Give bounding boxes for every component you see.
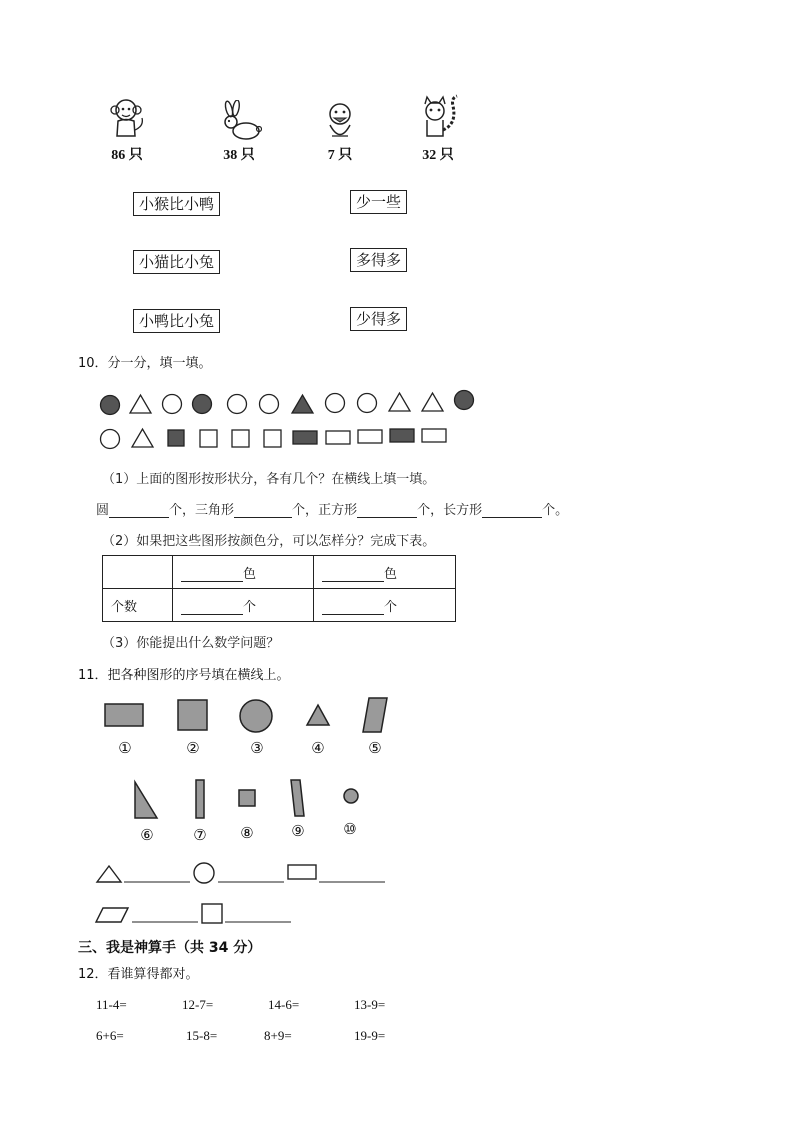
triangle-shape — [389, 393, 410, 411]
shape-number: ⑤ — [368, 741, 382, 757]
shape-number: ⑨ — [291, 824, 305, 840]
rect-label: 长方形 — [443, 503, 483, 518]
calc-item: 11-4= — [96, 997, 127, 1012]
dark-rectangle-shape — [293, 431, 317, 444]
answer-blank[interactable] — [181, 602, 243, 615]
shape-number: ⑥ — [140, 828, 154, 844]
q12-title: 12．看谁算得都对。 — [78, 967, 199, 982]
table-cell — [314, 589, 456, 622]
shape-number: ④ — [311, 741, 325, 757]
unit-text: 个， — [169, 503, 196, 518]
shape-4-triangle — [307, 705, 329, 725]
shape-number: ③ — [250, 741, 264, 757]
shape-9-parallelogram — [291, 780, 304, 816]
dark-rectangle-shape — [390, 429, 414, 442]
animal-duck — [305, 100, 375, 164]
table-cell — [173, 556, 314, 589]
answer-blank[interactable] — [234, 505, 292, 518]
unit-text: 个， — [292, 503, 319, 518]
shape-number: ② — [186, 741, 200, 757]
row-label: 个数 — [103, 589, 173, 622]
circle-shape — [358, 394, 377, 413]
section-3-title: 三、我是神算手（共 34 分） — [78, 940, 262, 956]
square-shape — [232, 430, 249, 447]
triangle-label: 三角形 — [195, 503, 235, 518]
circle-shape — [326, 394, 345, 413]
table-cell — [173, 589, 314, 622]
calc-item: 15-8= — [186, 1028, 218, 1043]
compare-right-box[interactable]: 少得多 — [350, 307, 407, 331]
q10-sub2: （2）如果把这些图形按颜色分，可以怎样分？完成下表。 — [102, 534, 436, 549]
shape-7-rectangle — [196, 780, 204, 818]
shape-number: ⑦ — [193, 828, 207, 844]
monkey-icon — [104, 96, 150, 142]
shape-3-circle — [240, 700, 272, 732]
triangle-shape — [422, 393, 443, 411]
unit-text: 个， — [417, 503, 444, 518]
rectangle-shape — [326, 431, 350, 444]
dark-circle-shape — [101, 396, 120, 415]
calc-item: 12-7= — [182, 997, 214, 1012]
answer-blank[interactable] — [322, 602, 384, 615]
animal-count: 86 只 — [111, 148, 143, 163]
shape-1-rectangle — [105, 704, 143, 726]
calc-item: 8+9= — [264, 1028, 292, 1043]
color-table — [102, 555, 456, 622]
shape-number: ① — [118, 741, 132, 757]
circle-shape — [101, 430, 120, 449]
circle-shape — [228, 395, 247, 414]
shape-number: ⑩ — [343, 822, 357, 838]
parallelogram-icon — [96, 908, 128, 922]
dark-circle-shape — [193, 395, 212, 414]
shape-6-triangle — [135, 782, 157, 818]
animal-rabbit — [204, 100, 274, 164]
answer-blank[interactable] — [357, 505, 417, 518]
q11-title: 11．把各种图形的序号填在横线上。 — [78, 668, 290, 683]
animal-count: 7 只 — [327, 148, 353, 163]
animal-cat — [403, 94, 473, 164]
rectangle-shape — [358, 430, 382, 443]
circle-shape — [163, 395, 182, 414]
compare-left-box[interactable]: 小鸭比小兔 — [133, 309, 220, 333]
compare-right-box[interactable]: 多得多 — [350, 248, 407, 272]
table-row — [103, 589, 456, 622]
circle-icon — [194, 863, 214, 883]
dark-triangle-shape — [292, 395, 313, 413]
q10-title: 10．分一分，填一填。 — [78, 356, 212, 371]
answer-blank[interactable] — [109, 505, 169, 518]
compare-left-box[interactable]: 小猫比小兔 — [133, 250, 220, 274]
triangle-shape — [130, 395, 151, 413]
count-suffix: 个 — [243, 599, 257, 615]
shape-5-parallelogram — [363, 698, 387, 732]
q10-sub3: （3）你能提出什么数学问题？ — [102, 636, 280, 651]
square-shape — [264, 430, 281, 447]
square-label: 正方形 — [318, 503, 358, 518]
cat-icon — [413, 94, 463, 142]
dark-circle-shape — [455, 391, 474, 410]
triangle-icon — [97, 866, 121, 882]
dark-square-shape — [168, 430, 184, 446]
answer-blank[interactable] — [322, 569, 384, 582]
shape-2-square — [178, 700, 207, 730]
square-shape — [200, 430, 217, 447]
table-row — [103, 556, 456, 589]
square-icon — [202, 904, 222, 923]
answer-blank[interactable] — [482, 505, 542, 518]
compare-right-box[interactable]: 少一些 — [350, 190, 407, 214]
shape-8-square — [239, 790, 255, 806]
circle-shape — [260, 395, 279, 414]
color-suffix: 色 — [243, 566, 257, 582]
count-suffix: 个 — [384, 599, 398, 615]
duck-icon — [320, 100, 360, 142]
circle-label: 圆 — [96, 503, 110, 518]
color-suffix: 色 — [384, 566, 398, 582]
calc-item: 19-9= — [354, 1028, 386, 1043]
rectangle-icon — [288, 865, 316, 879]
q10-fill-line — [96, 499, 568, 518]
calc-item: 14-6= — [268, 997, 300, 1012]
compare-left-box[interactable]: 小猴比小鸭 — [133, 192, 220, 216]
q10-shapes — [92, 386, 492, 456]
shape-number: ⑧ — [240, 826, 254, 842]
triangle-shape — [132, 429, 153, 447]
rectangle-shape — [422, 429, 446, 442]
q10-sub1: （1）上面的图形按形状分，各有几个？在横线上填一填。 — [102, 472, 436, 487]
calc-item: 13-9= — [354, 997, 386, 1012]
animal-monkey — [92, 96, 162, 164]
answer-blank[interactable] — [181, 569, 243, 582]
animal-count: 38 只 — [223, 148, 255, 163]
unit-text: 个。 — [542, 503, 569, 518]
animal-count: 32 只 — [422, 148, 454, 163]
calc-item: 6+6= — [96, 1028, 124, 1043]
shape-10-circle — [344, 789, 358, 803]
table-cell — [103, 556, 173, 589]
rabbit-icon — [216, 100, 262, 142]
q11-answer-lines — [94, 858, 394, 928]
table-cell — [314, 556, 456, 589]
